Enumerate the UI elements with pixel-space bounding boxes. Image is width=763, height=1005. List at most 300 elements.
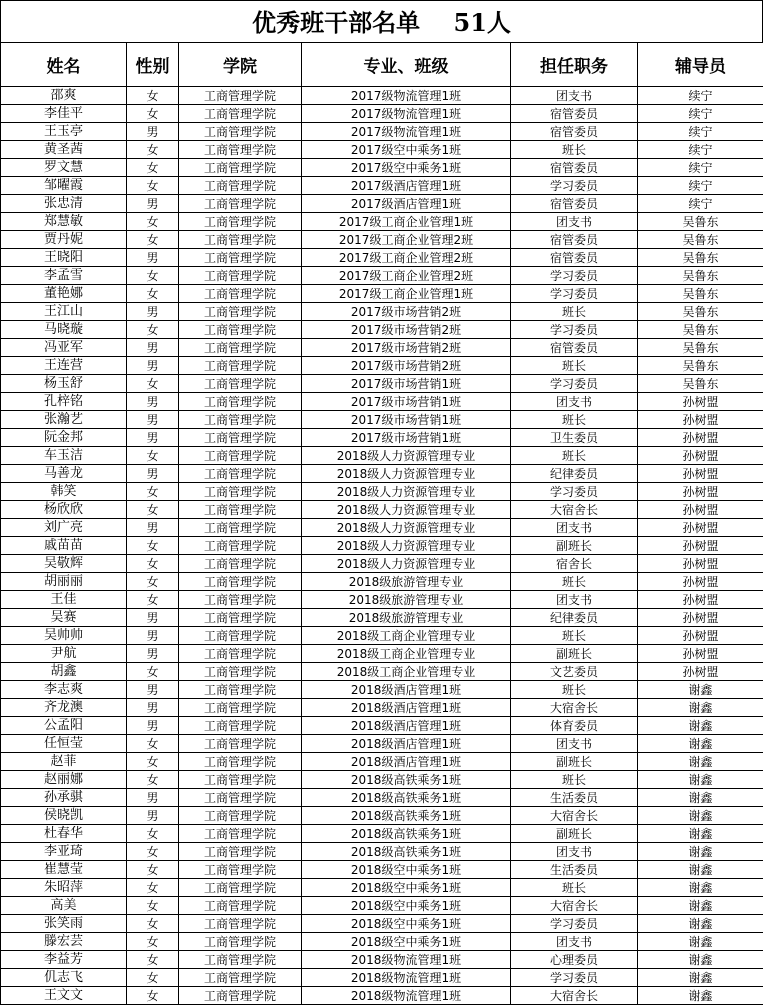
cell-gender[interactable]: 女 [127, 879, 179, 897]
cell-counselor[interactable]: 续宁 [638, 159, 763, 177]
cell-name[interactable]: 冯亚军 [1, 339, 127, 357]
cell-gender[interactable]: 男 [127, 699, 179, 717]
cell-name[interactable]: 齐龙澳 [1, 699, 127, 717]
cell-position[interactable]: 团支书 [511, 213, 638, 231]
cell-name[interactable]: 罗文慧 [1, 159, 127, 177]
cell-college[interactable]: 工商管理学院 [179, 177, 302, 195]
cell-position[interactable]: 团支书 [511, 933, 638, 951]
cell-position[interactable]: 心理委员 [511, 951, 638, 969]
cell-college[interactable]: 工商管理学院 [179, 879, 302, 897]
cell-name[interactable]: 杨玉舒 [1, 375, 127, 393]
cell-position[interactable]: 文艺委员 [511, 663, 638, 681]
cell-name[interactable]: 李佳平 [1, 105, 127, 123]
cell-counselor[interactable]: 谢鑫 [638, 861, 763, 879]
cell-name[interactable]: 马晓璇 [1, 321, 127, 339]
cell-college[interactable]: 工商管理学院 [179, 501, 302, 519]
cell-major-class[interactable]: 2018级空中乘务1班 [302, 879, 511, 897]
cell-college[interactable]: 工商管理学院 [179, 735, 302, 753]
cell-major-class[interactable]: 2018级人力资源管理专业 [302, 537, 511, 555]
cell-major-class[interactable]: 2018级空中乘务1班 [302, 861, 511, 879]
cell-major-class[interactable]: 2018级工商企业管理专业 [302, 645, 511, 663]
cell-position[interactable]: 副班长 [511, 825, 638, 843]
cell-major-class[interactable]: 2017级空中乘务1班 [302, 141, 511, 159]
cell-position[interactable]: 大宿舍长 [511, 807, 638, 825]
cell-counselor[interactable]: 谢鑫 [638, 735, 763, 753]
cell-name[interactable]: 阮金邦 [1, 429, 127, 447]
cell-major-class[interactable]: 2017级酒店管理1班 [302, 177, 511, 195]
cell-gender[interactable]: 男 [127, 789, 179, 807]
cell-gender[interactable]: 男 [127, 393, 179, 411]
cell-position[interactable]: 宿舍长 [511, 555, 638, 573]
cell-counselor[interactable]: 吴鲁东 [638, 285, 763, 303]
cell-position[interactable]: 宿管委员 [511, 105, 638, 123]
cell-name[interactable]: 杨欣欣 [1, 501, 127, 519]
cell-name[interactable]: 李孟雪 [1, 267, 127, 285]
cell-major-class[interactable]: 2018级酒店管理1班 [302, 753, 511, 771]
cell-counselor[interactable]: 续宁 [638, 87, 763, 105]
cell-name[interactable]: 黄圣茜 [1, 141, 127, 159]
cell-college[interactable]: 工商管理学院 [179, 105, 302, 123]
cell-counselor[interactable]: 续宁 [638, 195, 763, 213]
cell-counselor[interactable]: 谢鑫 [638, 699, 763, 717]
header-name[interactable]: 姓名 [1, 43, 127, 87]
cell-gender[interactable]: 女 [127, 915, 179, 933]
cell-college[interactable]: 工商管理学院 [179, 231, 302, 249]
cell-major-class[interactable]: 2018级物流管理1班 [302, 969, 511, 987]
cell-college[interactable]: 工商管理学院 [179, 465, 302, 483]
cell-counselor[interactable]: 吴鲁东 [638, 213, 763, 231]
cell-gender[interactable]: 女 [127, 663, 179, 681]
header-gender[interactable]: 性别 [127, 43, 179, 87]
cell-major-class[interactable]: 2017级工商企业管理2班 [302, 249, 511, 267]
cell-college[interactable]: 工商管理学院 [179, 807, 302, 825]
cell-major-class[interactable]: 2018级高铁乘务1班 [302, 789, 511, 807]
cell-counselor[interactable]: 续宁 [638, 105, 763, 123]
cell-major-class[interactable]: 2018级旅游管理专业 [302, 591, 511, 609]
cell-college[interactable]: 工商管理学院 [179, 699, 302, 717]
cell-gender[interactable]: 男 [127, 627, 179, 645]
cell-gender[interactable]: 女 [127, 555, 179, 573]
cell-major-class[interactable]: 2017级市场营销2班 [302, 357, 511, 375]
cell-college[interactable]: 工商管理学院 [179, 285, 302, 303]
cell-name[interactable]: 胡丽丽 [1, 573, 127, 591]
cell-college[interactable]: 工商管理学院 [179, 969, 302, 987]
cell-major-class[interactable]: 2018级物流管理1班 [302, 987, 511, 1005]
cell-position[interactable]: 宿管委员 [511, 231, 638, 249]
cell-position[interactable]: 宿管委员 [511, 123, 638, 141]
cell-name[interactable]: 杜春华 [1, 825, 127, 843]
cell-gender[interactable]: 女 [127, 321, 179, 339]
cell-major-class[interactable]: 2018级高铁乘务1班 [302, 843, 511, 861]
cell-gender[interactable]: 男 [127, 645, 179, 663]
cell-name[interactable]: 侯晓凯 [1, 807, 127, 825]
cell-position[interactable]: 学习委员 [511, 375, 638, 393]
cell-counselor[interactable]: 孙树盟 [638, 483, 763, 501]
cell-name[interactable]: 任恒莹 [1, 735, 127, 753]
cell-position[interactable]: 学习委员 [511, 285, 638, 303]
cell-counselor[interactable]: 孙树盟 [638, 429, 763, 447]
cell-position[interactable]: 宿管委员 [511, 159, 638, 177]
cell-gender[interactable]: 女 [127, 141, 179, 159]
cell-name[interactable]: 胡鑫 [1, 663, 127, 681]
cell-name[interactable]: 吴赛 [1, 609, 127, 627]
cell-counselor[interactable]: 谢鑫 [638, 933, 763, 951]
cell-counselor[interactable]: 吴鲁东 [638, 339, 763, 357]
cell-gender[interactable]: 男 [127, 609, 179, 627]
cell-college[interactable]: 工商管理学院 [179, 483, 302, 501]
cell-name[interactable]: 李亚琦 [1, 843, 127, 861]
cell-gender[interactable]: 男 [127, 807, 179, 825]
cell-major-class[interactable]: 2017级市场营销2班 [302, 303, 511, 321]
cell-college[interactable]: 工商管理学院 [179, 897, 302, 915]
cell-counselor[interactable]: 续宁 [638, 141, 763, 159]
cell-college[interactable]: 工商管理学院 [179, 87, 302, 105]
cell-college[interactable]: 工商管理学院 [179, 609, 302, 627]
cell-position[interactable]: 学习委员 [511, 177, 638, 195]
cell-gender[interactable]: 女 [127, 825, 179, 843]
cell-major-class[interactable]: 2018级酒店管理1班 [302, 699, 511, 717]
cell-major-class[interactable]: 2017级物流管理1班 [302, 105, 511, 123]
cell-college[interactable]: 工商管理学院 [179, 915, 302, 933]
cell-major-class[interactable]: 2018级旅游管理专业 [302, 609, 511, 627]
cell-college[interactable]: 工商管理学院 [179, 123, 302, 141]
cell-name[interactable]: 郑慧敏 [1, 213, 127, 231]
cell-position[interactable]: 大宿舍长 [511, 987, 638, 1005]
cell-position[interactable]: 大宿舍长 [511, 699, 638, 717]
cell-name[interactable]: 张瀚艺 [1, 411, 127, 429]
cell-gender[interactable]: 男 [127, 429, 179, 447]
cell-name[interactable]: 戚苗苗 [1, 537, 127, 555]
cell-name[interactable]: 王佳 [1, 591, 127, 609]
cell-major-class[interactable]: 2018级人力资源管理专业 [302, 483, 511, 501]
cell-gender[interactable]: 女 [127, 897, 179, 915]
cell-name[interactable]: 赵丽娜 [1, 771, 127, 789]
cell-major-class[interactable]: 2018级酒店管理1班 [302, 717, 511, 735]
cell-position[interactable]: 学习委员 [511, 915, 638, 933]
cell-position[interactable]: 学习委员 [511, 483, 638, 501]
cell-name[interactable]: 仉志飞 [1, 969, 127, 987]
cell-major-class[interactable]: 2018级人力资源管理专业 [302, 555, 511, 573]
cell-major-class[interactable]: 2017级工商企业管理2班 [302, 267, 511, 285]
cell-gender[interactable]: 女 [127, 285, 179, 303]
cell-college[interactable]: 工商管理学院 [179, 825, 302, 843]
cell-position[interactable]: 宿管委员 [511, 249, 638, 267]
cell-position[interactable]: 班长 [511, 879, 638, 897]
cell-gender[interactable]: 男 [127, 123, 179, 141]
cell-gender[interactable]: 男 [127, 717, 179, 735]
cell-gender[interactable]: 女 [127, 213, 179, 231]
cell-position[interactable]: 副班长 [511, 753, 638, 771]
cell-counselor[interactable]: 谢鑫 [638, 681, 763, 699]
cell-gender[interactable]: 女 [127, 861, 179, 879]
cell-name[interactable]: 李益芳 [1, 951, 127, 969]
cell-college[interactable]: 工商管理学院 [179, 951, 302, 969]
cell-position[interactable]: 学习委员 [511, 321, 638, 339]
cell-position[interactable]: 班长 [511, 411, 638, 429]
cell-counselor[interactable]: 孙树盟 [638, 663, 763, 681]
cell-name[interactable]: 王文文 [1, 987, 127, 1005]
cell-gender[interactable]: 女 [127, 447, 179, 465]
cell-position[interactable]: 宿管委员 [511, 195, 638, 213]
cell-gender[interactable]: 女 [127, 969, 179, 987]
cell-gender[interactable]: 女 [127, 951, 179, 969]
cell-name[interactable]: 尹航 [1, 645, 127, 663]
cell-name[interactable]: 孙承骐 [1, 789, 127, 807]
cell-college[interactable]: 工商管理学院 [179, 447, 302, 465]
cell-counselor[interactable]: 谢鑫 [638, 771, 763, 789]
cell-counselor[interactable]: 谢鑫 [638, 717, 763, 735]
cell-position[interactable]: 团支书 [511, 735, 638, 753]
cell-counselor[interactable]: 吴鲁东 [638, 231, 763, 249]
cell-gender[interactable]: 女 [127, 483, 179, 501]
header-position[interactable]: 担任职务 [511, 43, 638, 87]
cell-college[interactable]: 工商管理学院 [179, 195, 302, 213]
cell-position[interactable]: 大宿舍长 [511, 897, 638, 915]
cell-name[interactable]: 赵菲 [1, 753, 127, 771]
cell-college[interactable]: 工商管理学院 [179, 645, 302, 663]
cell-major-class[interactable]: 2017级市场营销1班 [302, 393, 511, 411]
cell-gender[interactable]: 女 [127, 375, 179, 393]
cell-position[interactable]: 班长 [511, 357, 638, 375]
cell-gender[interactable]: 女 [127, 933, 179, 951]
cell-counselor[interactable]: 谢鑫 [638, 879, 763, 897]
cell-major-class[interactable]: 2017级市场营销1班 [302, 411, 511, 429]
cell-gender[interactable]: 男 [127, 465, 179, 483]
cell-gender[interactable]: 女 [127, 735, 179, 753]
cell-position[interactable]: 大宿舍长 [511, 501, 638, 519]
cell-gender[interactable]: 女 [127, 267, 179, 285]
cell-college[interactable]: 工商管理学院 [179, 771, 302, 789]
cell-counselor[interactable]: 吴鲁东 [638, 249, 763, 267]
cell-college[interactable]: 工商管理学院 [179, 357, 302, 375]
cell-major-class[interactable]: 2018级高铁乘务1班 [302, 825, 511, 843]
cell-name[interactable]: 马善龙 [1, 465, 127, 483]
cell-gender[interactable]: 女 [127, 843, 179, 861]
cell-position[interactable]: 纪律委员 [511, 465, 638, 483]
cell-counselor[interactable]: 谢鑫 [638, 825, 763, 843]
cell-gender[interactable]: 女 [127, 771, 179, 789]
cell-college[interactable]: 工商管理学院 [179, 519, 302, 537]
cell-name[interactable]: 王玉亭 [1, 123, 127, 141]
cell-position[interactable]: 卫生委员 [511, 429, 638, 447]
cell-counselor[interactable]: 孙树盟 [638, 555, 763, 573]
cell-college[interactable]: 工商管理学院 [179, 375, 302, 393]
cell-major-class[interactable]: 2017级物流管理1班 [302, 87, 511, 105]
cell-position[interactable]: 班长 [511, 447, 638, 465]
cell-major-class[interactable]: 2018级工商企业管理专业 [302, 663, 511, 681]
cell-gender[interactable]: 女 [127, 501, 179, 519]
cell-major-class[interactable]: 2018级空中乘务1班 [302, 897, 511, 915]
cell-counselor[interactable]: 孙树盟 [638, 537, 763, 555]
header-major-class[interactable]: 专业、班级 [302, 43, 511, 87]
cell-counselor[interactable]: 谢鑫 [638, 987, 763, 1005]
cell-name[interactable]: 邵爽 [1, 87, 127, 105]
cell-name[interactable]: 吴帅帅 [1, 627, 127, 645]
cell-major-class[interactable]: 2017级酒店管理1班 [302, 195, 511, 213]
cell-position[interactable]: 班长 [511, 681, 638, 699]
cell-major-class[interactable]: 2018级人力资源管理专业 [302, 447, 511, 465]
cell-gender[interactable]: 男 [127, 339, 179, 357]
cell-position[interactable]: 学习委员 [511, 969, 638, 987]
cell-major-class[interactable]: 2017级工商企业管理1班 [302, 213, 511, 231]
cell-position[interactable]: 宿管委员 [511, 339, 638, 357]
cell-major-class[interactable]: 2017级物流管理1班 [302, 123, 511, 141]
cell-counselor[interactable]: 孙树盟 [638, 411, 763, 429]
cell-name[interactable]: 孔梓铭 [1, 393, 127, 411]
cell-counselor[interactable]: 孙树盟 [638, 591, 763, 609]
cell-counselor[interactable]: 孙树盟 [638, 465, 763, 483]
cell-college[interactable]: 工商管理学院 [179, 933, 302, 951]
cell-position[interactable]: 副班长 [511, 645, 638, 663]
cell-college[interactable]: 工商管理学院 [179, 753, 302, 771]
cell-gender[interactable]: 男 [127, 411, 179, 429]
cell-name[interactable]: 车玉洁 [1, 447, 127, 465]
cell-counselor[interactable]: 谢鑫 [638, 807, 763, 825]
cell-position[interactable]: 团支书 [511, 393, 638, 411]
cell-name[interactable]: 李志爽 [1, 681, 127, 699]
cell-college[interactable]: 工商管理学院 [179, 681, 302, 699]
cell-name[interactable]: 刘广亮 [1, 519, 127, 537]
cell-counselor[interactable]: 谢鑫 [638, 789, 763, 807]
cell-name[interactable]: 吴敬辉 [1, 555, 127, 573]
cell-position[interactable]: 团支书 [511, 519, 638, 537]
cell-college[interactable]: 工商管理学院 [179, 789, 302, 807]
cell-college[interactable]: 工商管理学院 [179, 717, 302, 735]
cell-major-class[interactable]: 2018级高铁乘务1班 [302, 807, 511, 825]
cell-major-class[interactable]: 2018级空中乘务1班 [302, 915, 511, 933]
cell-name[interactable]: 贾丹妮 [1, 231, 127, 249]
cell-gender[interactable]: 女 [127, 177, 179, 195]
cell-gender[interactable]: 女 [127, 591, 179, 609]
cell-major-class[interactable]: 2018级人力资源管理专业 [302, 501, 511, 519]
cell-gender[interactable]: 男 [127, 519, 179, 537]
cell-gender[interactable]: 女 [127, 231, 179, 249]
cell-position[interactable]: 团支书 [511, 87, 638, 105]
cell-major-class[interactable]: 2017级工商企业管理2班 [302, 231, 511, 249]
cell-college[interactable]: 工商管理学院 [179, 141, 302, 159]
cell-gender[interactable]: 女 [127, 105, 179, 123]
cell-major-class[interactable]: 2018级酒店管理1班 [302, 681, 511, 699]
cell-major-class[interactable]: 2017级空中乘务1班 [302, 159, 511, 177]
cell-counselor[interactable]: 吴鲁东 [638, 375, 763, 393]
cell-position[interactable]: 学习委员 [511, 267, 638, 285]
cell-position[interactable]: 团支书 [511, 843, 638, 861]
cell-counselor[interactable]: 吴鲁东 [638, 357, 763, 375]
cell-college[interactable]: 工商管理学院 [179, 627, 302, 645]
cell-counselor[interactable]: 谢鑫 [638, 951, 763, 969]
cell-position[interactable]: 副班长 [511, 537, 638, 555]
cell-major-class[interactable]: 2017级市场营销2班 [302, 321, 511, 339]
cell-counselor[interactable]: 吴鲁东 [638, 267, 763, 285]
cell-major-class[interactable]: 2017级工商企业管理1班 [302, 285, 511, 303]
cell-major-class[interactable]: 2018级酒店管理1班 [302, 735, 511, 753]
cell-gender[interactable]: 男 [127, 357, 179, 375]
cell-college[interactable]: 工商管理学院 [179, 555, 302, 573]
cell-gender[interactable]: 女 [127, 159, 179, 177]
cell-name[interactable]: 董艳娜 [1, 285, 127, 303]
cell-counselor[interactable]: 谢鑫 [638, 753, 763, 771]
cell-name[interactable]: 崔慧莹 [1, 861, 127, 879]
cell-gender[interactable]: 女 [127, 573, 179, 591]
cell-college[interactable]: 工商管理学院 [179, 411, 302, 429]
cell-major-class[interactable]: 2017级市场营销1班 [302, 375, 511, 393]
cell-college[interactable]: 工商管理学院 [179, 339, 302, 357]
cell-college[interactable]: 工商管理学院 [179, 537, 302, 555]
cell-gender[interactable]: 女 [127, 87, 179, 105]
cell-position[interactable]: 班长 [511, 573, 638, 591]
cell-counselor[interactable]: 续宁 [638, 123, 763, 141]
cell-counselor[interactable]: 续宁 [638, 177, 763, 195]
cell-counselor[interactable]: 吴鲁东 [638, 303, 763, 321]
cell-counselor[interactable]: 孙树盟 [638, 447, 763, 465]
cell-major-class[interactable]: 2018级旅游管理专业 [302, 573, 511, 591]
cell-college[interactable]: 工商管理学院 [179, 303, 302, 321]
cell-college[interactable]: 工商管理学院 [179, 321, 302, 339]
cell-major-class[interactable]: 2018级空中乘务1班 [302, 933, 511, 951]
cell-counselor[interactable]: 孙树盟 [638, 501, 763, 519]
cell-counselor[interactable]: 谢鑫 [638, 843, 763, 861]
cell-major-class[interactable]: 2018级物流管理1班 [302, 951, 511, 969]
cell-position[interactable]: 班长 [511, 771, 638, 789]
cell-name[interactable]: 朱昭萍 [1, 879, 127, 897]
cell-major-class[interactable]: 2018级高铁乘务1班 [302, 771, 511, 789]
cell-position[interactable]: 纪律委员 [511, 609, 638, 627]
cell-position[interactable]: 体育委员 [511, 717, 638, 735]
cell-counselor[interactable]: 孙树盟 [638, 645, 763, 663]
cell-name[interactable]: 张忠清 [1, 195, 127, 213]
cell-counselor[interactable]: 孙树盟 [638, 519, 763, 537]
cell-major-class[interactable]: 2018级人力资源管理专业 [302, 465, 511, 483]
cell-college[interactable]: 工商管理学院 [179, 267, 302, 285]
cell-counselor[interactable]: 谢鑫 [638, 969, 763, 987]
cell-college[interactable]: 工商管理学院 [179, 861, 302, 879]
cell-college[interactable]: 工商管理学院 [179, 429, 302, 447]
cell-counselor[interactable]: 孙树盟 [638, 609, 763, 627]
cell-major-class[interactable]: 2017级市场营销2班 [302, 339, 511, 357]
cell-counselor[interactable]: 孙树盟 [638, 573, 763, 591]
cell-college[interactable]: 工商管理学院 [179, 573, 302, 591]
cell-gender[interactable]: 女 [127, 537, 179, 555]
header-college[interactable]: 学院 [179, 43, 302, 87]
cell-name[interactable]: 王连营 [1, 357, 127, 375]
cell-name[interactable]: 王江山 [1, 303, 127, 321]
cell-position[interactable]: 班长 [511, 627, 638, 645]
cell-college[interactable]: 工商管理学院 [179, 843, 302, 861]
cell-counselor[interactable]: 谢鑫 [638, 915, 763, 933]
cell-name[interactable]: 公孟阳 [1, 717, 127, 735]
cell-gender[interactable]: 男 [127, 249, 179, 267]
cell-name[interactable]: 韩笑 [1, 483, 127, 501]
cell-major-class[interactable]: 2017级市场营销1班 [302, 429, 511, 447]
header-counselor[interactable]: 辅导员 [638, 43, 763, 87]
cell-name[interactable]: 王晓阳 [1, 249, 127, 267]
cell-position[interactable]: 班长 [511, 141, 638, 159]
cell-gender[interactable]: 男 [127, 303, 179, 321]
cell-name[interactable]: 张笑雨 [1, 915, 127, 933]
cell-name[interactable]: 高美 [1, 897, 127, 915]
cell-position[interactable]: 班长 [511, 303, 638, 321]
cell-gender[interactable]: 女 [127, 753, 179, 771]
cell-gender[interactable]: 女 [127, 987, 179, 1005]
cell-college[interactable]: 工商管理学院 [179, 393, 302, 411]
cell-counselor[interactable]: 吴鲁东 [638, 321, 763, 339]
cell-major-class[interactable]: 2018级工商企业管理专业 [302, 627, 511, 645]
cell-name[interactable]: 滕宏芸 [1, 933, 127, 951]
cell-position[interactable]: 生活委员 [511, 861, 638, 879]
cell-counselor[interactable]: 孙树盟 [638, 627, 763, 645]
cell-college[interactable]: 工商管理学院 [179, 213, 302, 231]
cell-college[interactable]: 工商管理学院 [179, 663, 302, 681]
